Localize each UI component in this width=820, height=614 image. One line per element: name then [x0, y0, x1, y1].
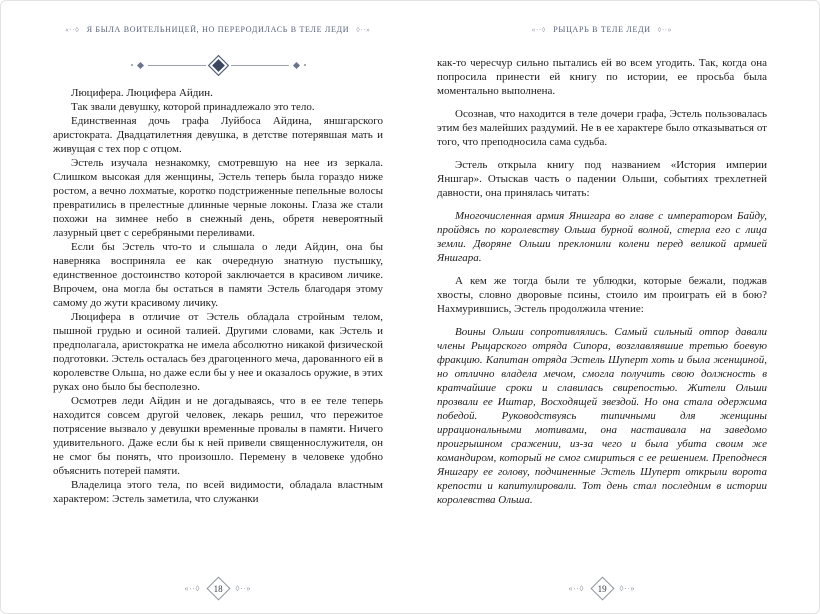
paragraph: Владелица этого тела, по всей видимости, обладала властным характером: Эстель заметила, что служанки: [53, 479, 383, 505]
folio-diamond-icon: [206, 576, 230, 600]
page-number-right: 19: [597, 583, 607, 594]
paragraph: Так звали девушку, которой принадлежало это тело.: [71, 101, 315, 113]
ornament-gem-icon: [207, 54, 228, 75]
paragraph: Единственная дочь графа Луйбоса Айдина, яншгарского аристократа. Двадцатилетняя девушка, в детстве потерявшая мать и живущая с тех пор с отцом.: [53, 115, 383, 155]
ornament-diamond-small-icon: [292, 61, 299, 68]
paragraph: Эстель изучала незнакомку, смотревшую на нее из зеркала. Слишком высокая для женщины, Эстель теперь была гораздо ниже ростом, а вечно лохматые, коротко подстриженные пепельные волосы превратились в прелестные длинные черные локоны. Глаза же стали похожи на зимнее небо в снежный день, обретя невероятный лазурный цвет с серебряными переливами.: [53, 157, 383, 239]
paragraph: Если бы Эстель что-то и слышала о леди Айдин, она бы наверняка восприняла ее как очередную знатную пустышку, единственное достоинство которой заключается в красивом личике. Впрочем, она могла бы остаться в памяти Эстель благодаря этому самому до жути красивому личику.: [53, 241, 383, 309]
book-title-left: Я БЫЛА ВОИТЕЛЬНИЦЕЙ, НО ПЕРЕРОДИЛАСЬ В ТЕЛЕ ЛЕДИ: [86, 25, 350, 34]
page-text-left: [53, 86, 383, 572]
paragraph: Эстель открыла книгу под названием «История империи Яншгар». Отыскав часть о падении Ольши, событиях трехлетней давности, она принялась читать:: [437, 159, 767, 199]
header-flourish-left-icon: «∙∙◊: [531, 25, 547, 34]
paragraph: А кем же тогда были те ублюдки, которые бежали, поджав хвосты, словно дворовые псины, стоило им проиграть ей в бою? Нахмурившись, Эстель продолжила чтение:: [437, 275, 767, 315]
paragraph: Осознав, что находится в теле дочери графа, Эстель пользовалась этим без малейших раздумий. Не в ее характере было отказываться от того, что преподносила сама судьба.: [437, 108, 767, 148]
folio-flourish-right-icon: ◊∙∙»: [235, 584, 252, 593]
ornament-diamond-small-icon: [136, 61, 143, 68]
page-number-left: 18: [213, 583, 223, 594]
running-head-right: [437, 25, 767, 34]
ornament-dot-icon: [304, 64, 306, 66]
paragraph: Осмотрев леди Айдин и не догадываясь, что в ее теле теперь находится совсем другой человек, лекарь решил, что пережитое потрясение вызвало у девушки временные провалы в памяти. Ничего удивительного. Даже если бы к ней привели священнослужителя, он не смог бы понять, что произошло. Перемену в человеке удобно объяснить потерей памяти.: [53, 395, 383, 477]
folio-flourish-left-icon: «∙∙◊: [568, 584, 585, 593]
page-footer-right: [437, 572, 767, 597]
paragraph: Люцифера в отличие от Эстель обладала стройным телом, пышной грудью и осиной талией. Другими словами, как Эстель и предполагала, аристократка не имела абсолютно никакой физической подготовки. Эстель осталась без драгоценного меча, дарованного ей в королевстве Ольша, но даже если бы у нее и оказалось оружие, в этих руках оно было бы бесполезно.: [53, 311, 383, 393]
page-footer-left: [53, 572, 383, 597]
folio-flourish-left-icon: «∙∙◊: [184, 584, 201, 593]
page-right: [437, 25, 767, 597]
chapter-ornament: [53, 56, 383, 74]
ornament-dot-icon: [131, 64, 133, 66]
header-flourish-right-icon: ◊∙∙»: [356, 25, 371, 34]
header-flourish-left-icon: «∙∙◊: [65, 25, 80, 34]
paragraph: Люцифера. Люцифера Айдин.: [71, 87, 213, 99]
paragraph: Воины Ольши сопротивлялись. Самый сильный отпор давали члены Рыцарского отряда Сипора, возглавлявшие третью боевую фракцию. Капитан отряда Эстель Шуперт хоть и была женщиной, но отлично владела мечом, смогла получить свою должность в кратчайшие сроки и славилась свирепостью. Жители Ольши прозвали ее Иштар, Восходящей звездой. Но она стала одержима победой. Руководствуясь типичными для женщины иррациональными мотивами, она настаивала на заведомо проигрышном сражении, из-за чего и была убита своим же командиром, который не смог смириться с ее решением. Преподнеся Яншгару ее голову, подчиненные Эстель Шуперт открыли ворота крепости и капитулировали. Тот день стал последним в истории королевства Ольша.: [437, 326, 767, 506]
running-head-left: [53, 25, 383, 34]
folio-diamond-icon: [590, 576, 614, 600]
header-flourish-right-icon: ◊∙∙»: [657, 25, 673, 34]
page-left: [53, 25, 383, 597]
page-text-right: [437, 56, 767, 572]
ornament-line-icon: [231, 65, 289, 66]
folio-flourish-right-icon: ◊∙∙»: [619, 584, 636, 593]
paragraph: как-то чересчур сильно пытались ей во всем угодить. Так, когда она попросила принести ей книгу по истории, ее просьба была моментально выполнена.: [437, 57, 767, 97]
ornament-line-icon: [148, 65, 206, 66]
paragraph: Многочисленная армия Яншгара во главе с императором Байду, пройдясь по королевству Ольша бурной волной, стерла его с лица земли. Дворяне Ольши преклонили колени перед великой армией Яншгара.: [437, 210, 767, 264]
book-title-right: РЫЦАРЬ В ТЕЛЕ ЛЕДИ: [553, 25, 651, 34]
